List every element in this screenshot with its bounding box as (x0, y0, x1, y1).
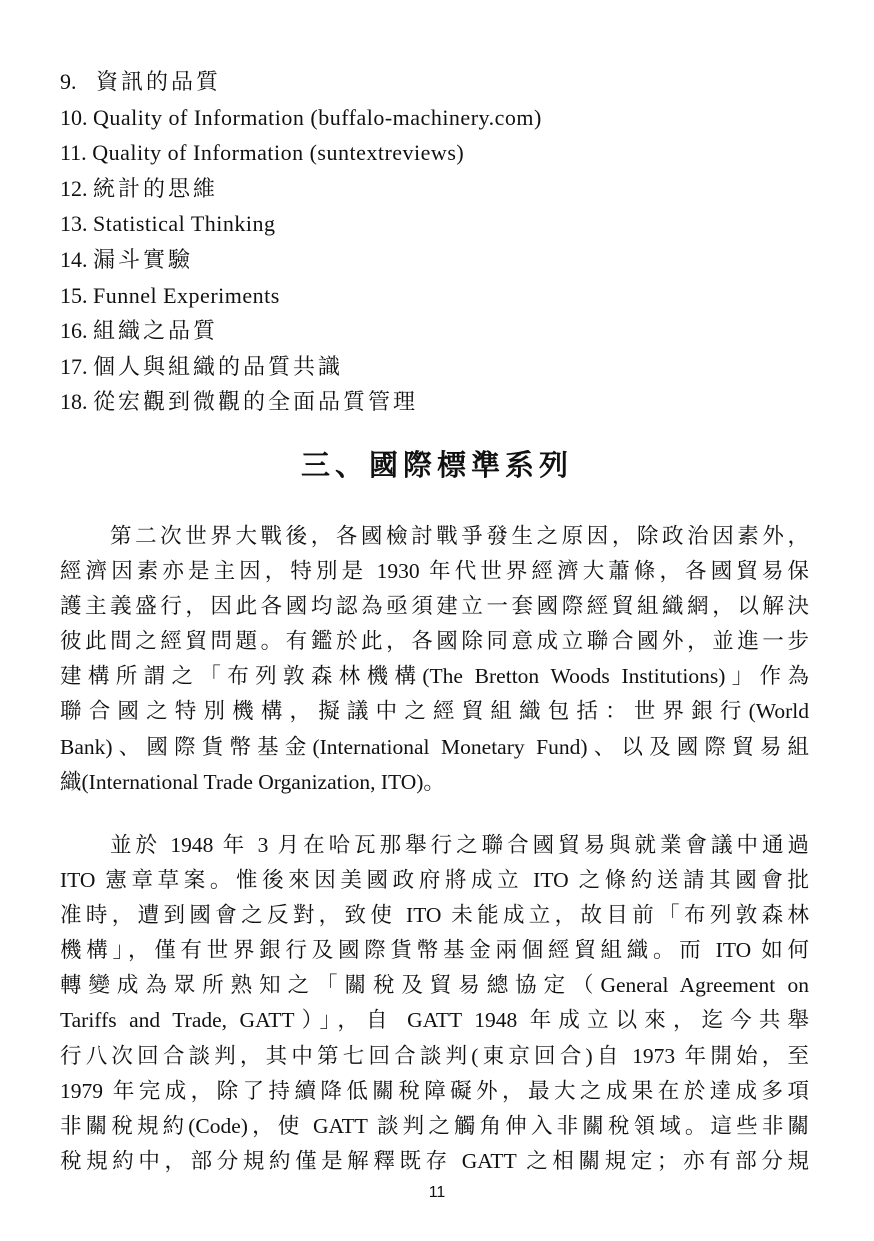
paragraph-2 (60, 828, 809, 1179)
paragraph-line: 轉變成為眾所熟知之「關稅及貿易總協定（General Agreement on (60, 973, 809, 998)
list-item-text: Statistical Thinking (93, 211, 276, 237)
list-item (60, 384, 542, 420)
list-item-number: 15. (60, 282, 88, 308)
paragraph-line: 行八次回合談判，其中第七回合談判(東京回合)自 1973 年開始，至 (60, 1043, 809, 1068)
list-item-number: 9. (60, 69, 77, 94)
list-item-number: 12. (60, 175, 88, 201)
paragraph-line: 織(International Trade Organization, ITO)。 (60, 769, 445, 794)
list-item-text: 統計的思維 (93, 175, 219, 201)
list-item-number: 18. (60, 389, 88, 415)
page-number: 11 (428, 1184, 446, 1201)
paragraph-line: 第二次世界大戰後，各國檢討戰爭發生之原因，除政治因素外， (110, 524, 809, 548)
list-item-number: 13. (60, 211, 88, 237)
paragraph-line: 護主義盛行，因此各國均認為亟須建立一套國際經貿組織網，以解決 (60, 594, 809, 619)
paragraph-line: ITO 憲章草案。惟後來因美國政府將成立 ITO 之條約送請其國會批 (60, 868, 809, 893)
topic-list (60, 64, 542, 420)
paragraph-line: 1979 年完成，除了持續降低關稅障礙外，最大之成果在於達成多項 (60, 1078, 809, 1103)
section-heading: 三、國際標準系列 (300, 450, 573, 482)
list-item (60, 100, 542, 136)
list-item-number: 10. (60, 104, 88, 130)
list-item-text: 組織之品質 (93, 318, 219, 344)
list-item (60, 171, 542, 207)
list-item-text: Quality of Information (buffalo-machinery.com) (93, 104, 542, 130)
list-item (60, 242, 542, 278)
paragraph-line: 建構所謂之「布列敦森林機構(The Bretton Woods Institutions)」作為 (60, 664, 809, 689)
paragraph-line: 機構」，僅有世界銀行及國際貨幣基金兩個經貿組織。而 ITO 如何 (60, 938, 809, 963)
list-item-number: 17. (60, 353, 88, 379)
list-item-number: 14. (60, 246, 88, 272)
paragraph-line: 經濟因素亦是主因，特別是 1930 年代世界經濟大蕭條，各國貿易保 (60, 559, 809, 584)
paragraph-line: 稅規約中，部分規約僅是解釋既存 GATT 之相關規定；亦有部分規 (60, 1148, 809, 1173)
list-item (60, 206, 542, 242)
list-item (60, 349, 542, 385)
list-item-number: 16. (60, 318, 88, 344)
paragraph-line: 聯合國之特別機構，擬議中之經貿組織包括：世界銀行(World (60, 699, 809, 724)
list-item-number: 11. (60, 140, 87, 166)
paragraph-line: 非關稅規約(Code)，使 GATT 談判之觸角伸入非關稅領域。這些非關 (60, 1113, 809, 1138)
list-item (60, 135, 542, 171)
list-item-text: 個人與組織的品質共識 (93, 353, 344, 379)
paragraph-line: Tariffs and Trade, GATT）」，自 GATT 1948 年成立以來，迄今共舉 (60, 1008, 809, 1033)
list-item-text: 從宏觀到微觀的全面品質管理 (93, 389, 419, 415)
paragraph-line: 彼此間之經貿問題。有鑑於此，各國除同意成立聯合國外，並進一步 (60, 629, 809, 654)
paragraph-line: 並於 1948 年 3 月在哈瓦那舉行之聯合國貿易與就業會議中通過 (110, 833, 809, 857)
list-item-text: Quality of Information (suntextreviews) (92, 140, 465, 166)
paragraph-1 (60, 519, 809, 800)
list-item (60, 64, 542, 100)
list-item-text: 資訊的品質 (96, 69, 222, 94)
list-item (60, 313, 542, 349)
list-item-text: Funnel Experiments (93, 282, 280, 308)
paragraph-line: 准時，遭到國會之反對，致使 ITO 未能成立，故目前「布列敦森林 (60, 903, 809, 928)
paragraph-line: Bank)、國際貨幣基金(International Monetary Fund)、以及國際貿易組 (60, 734, 809, 759)
list-item (60, 278, 542, 314)
list-item-text: 漏斗實驗 (93, 246, 194, 272)
